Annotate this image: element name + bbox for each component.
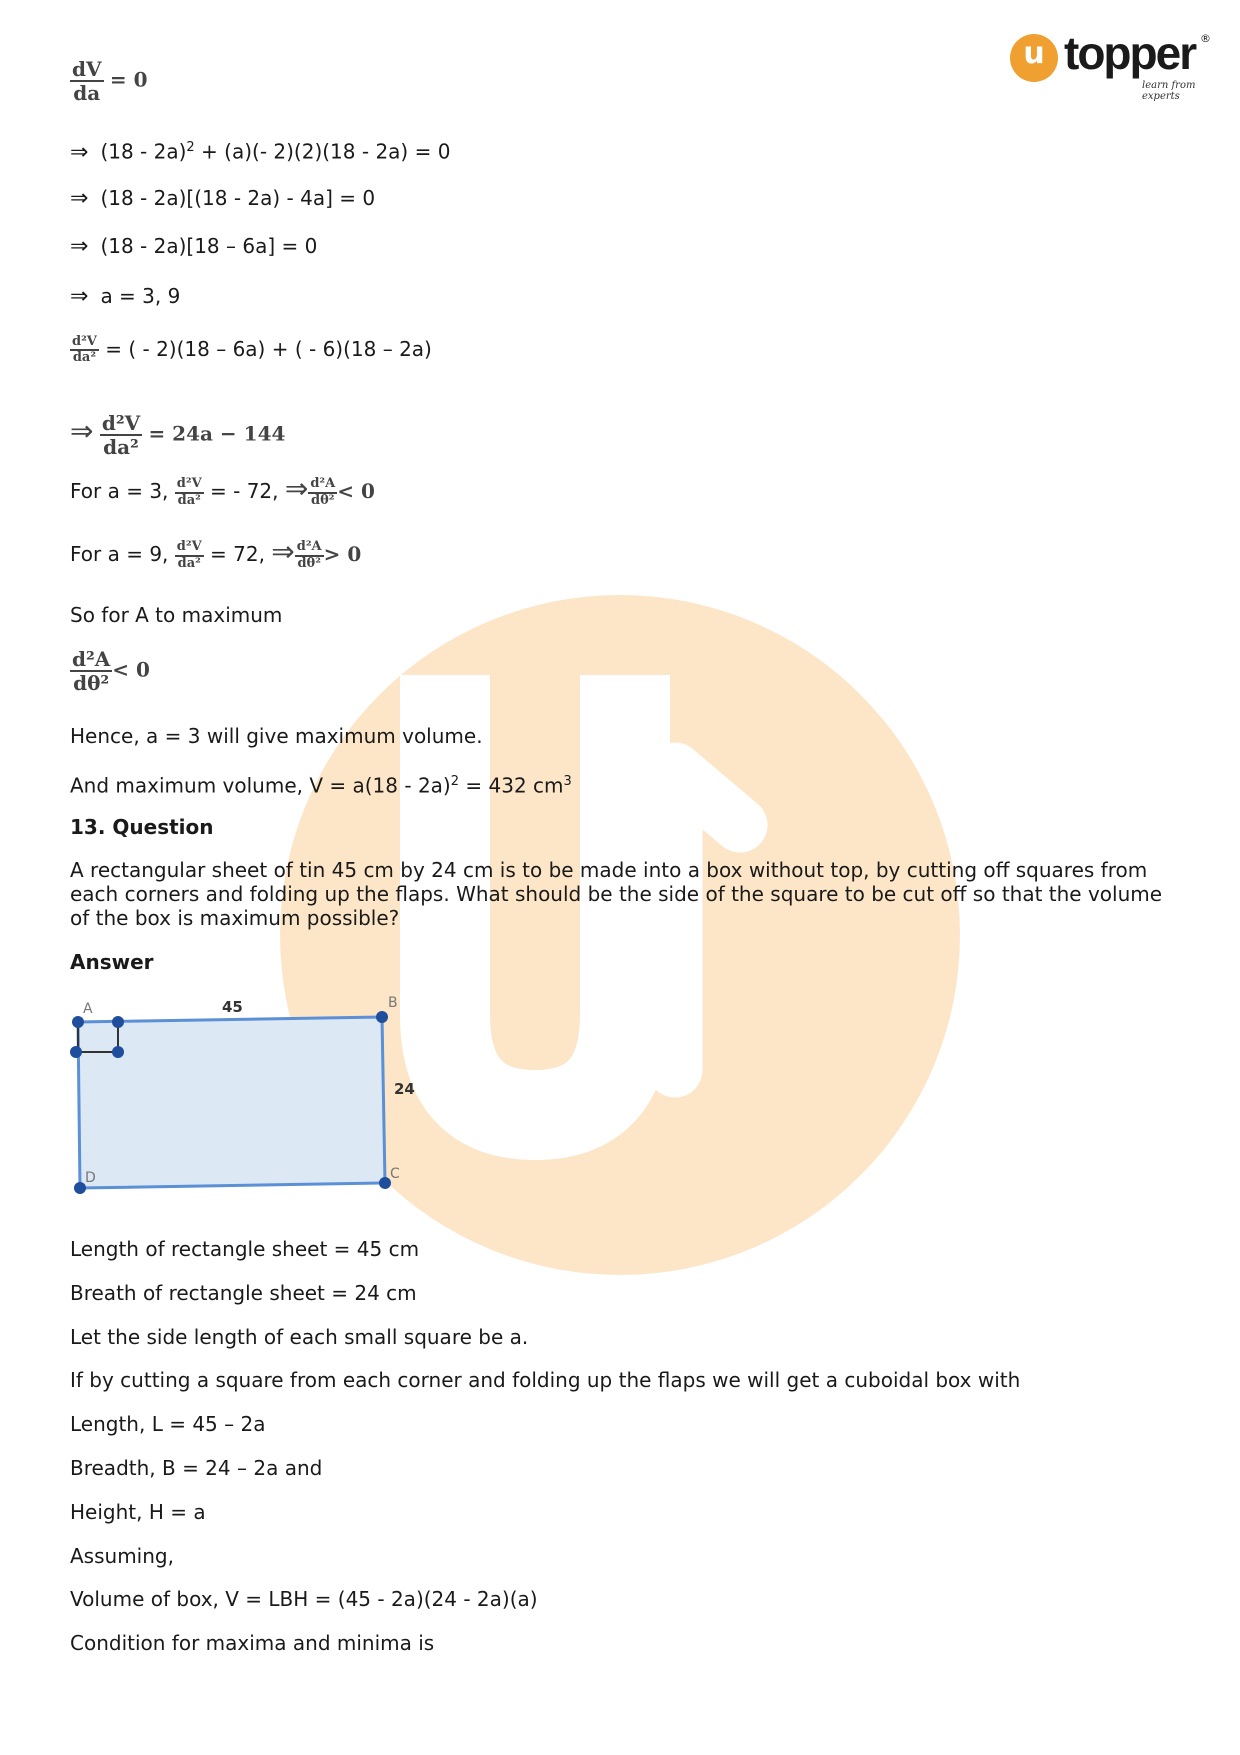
step-line-2: ⇒ (18 - 2a)[(18 - 2a) - 4a] = 0 bbox=[70, 186, 376, 211]
answer-line-10: Condition for maxima and minima is bbox=[70, 1631, 435, 1655]
brand-name: topper bbox=[1064, 27, 1196, 79]
step-line-1: ⇒ (18 - 2a)$^2$ + (a)(- 2)(2)(18 - 2a) = 0 bbox=[70, 139, 451, 165]
implies-icon: ⇒ bbox=[70, 284, 89, 309]
question-text: A rectangular sheet of tin 45 cm by 24 cm is to be made into a box without top, by cutting off squares from each corners and folding up the flaps. What should be the side of the square to be cut off so that the volume of the box is maximum possible? bbox=[70, 858, 1163, 930]
d2a-condition: $\frac{\text{d²A}}{\text{dθ²}}$ < 0 bbox=[72, 647, 150, 695]
implies-icon: ⇒ bbox=[70, 414, 94, 448]
max-volume-line: And maximum volume, V = a(18 - 2a)$^2$ = 432 $cm^3$ bbox=[70, 773, 572, 798]
rectangle-sheet-diagram bbox=[70, 995, 470, 1220]
label-right-breadth: 24 bbox=[394, 1080, 415, 1098]
step-line-4: ⇒ a = 3, 9 bbox=[70, 284, 181, 309]
answer-line-3: Let the side length of each small square be a. bbox=[70, 1325, 529, 1349]
brand-tagline: learn from experts bbox=[1142, 80, 1196, 102]
for-a-3-line: For a = 3, $\frac{\text{d²V}}{\text{da²}}$ = - 72, ⇒ $\frac{\text{d²A}}{\text{dθ²}}$ < 0 bbox=[70, 472, 375, 508]
hence-line: Hence, a = 3 will give maximum volume. bbox=[70, 724, 483, 748]
label-top-length: 45 bbox=[222, 998, 243, 1016]
point-square-corner bbox=[112, 1046, 124, 1058]
point-square-left bbox=[70, 1046, 82, 1058]
registered-mark: ® bbox=[1200, 32, 1211, 45]
label-b: B bbox=[388, 995, 398, 1011]
point-square-top bbox=[112, 1016, 124, 1028]
logo-letter: u bbox=[1023, 36, 1045, 71]
implies-icon: ⇒ bbox=[70, 186, 89, 211]
second-derivative-simplified: ⇒ $\frac{\text{d²V}}{\text{da²}}$ = 24a − 144 bbox=[70, 411, 286, 459]
sheet-rectangle bbox=[78, 1017, 385, 1188]
dv-da-line: $\frac{dV}{da}$ = 0 bbox=[72, 57, 148, 105]
question-title: 13. Question bbox=[70, 815, 214, 839]
label-a: A bbox=[83, 1001, 93, 1017]
dv-da-fraction: $\frac{dV}{da}$ bbox=[72, 57, 102, 105]
implies-icon: ⇒ bbox=[70, 234, 89, 259]
for-a-9-line: For a = 9, $\frac{\text{d²V}}{\text{da²}}$ = 72, ⇒ $\frac{\text{d²A}}{\text{dθ²}}$ > 0 bbox=[70, 535, 362, 571]
point-b bbox=[376, 1011, 388, 1023]
implies-icon: ⇒ bbox=[70, 139, 89, 165]
answer-label: Answer bbox=[70, 950, 154, 974]
d2v-fraction: $\frac{\text{d²V}}{\text{da²}}$ bbox=[101, 411, 141, 459]
answer-line-2: Breath of rectangle sheet = 24 cm bbox=[70, 1281, 417, 1305]
answer-line-6: Breadth, B = 24 – 2a and bbox=[70, 1456, 323, 1480]
step-line-3: ⇒ (18 - 2a)[18 – 6a] = 0 bbox=[70, 234, 318, 259]
answer-line-1: Length of rectangle sheet = 45 cm bbox=[70, 1237, 420, 1261]
point-a bbox=[72, 1016, 84, 1028]
label-c: C bbox=[390, 1166, 400, 1182]
label-d: D bbox=[85, 1170, 96, 1186]
answer-line-4: If by cutting a square from each corner and folding up the flaps we will get a cuboidal box with bbox=[70, 1368, 1021, 1392]
so-for-line: So for A to maximum bbox=[70, 603, 283, 627]
second-derivative-line: $\frac{\text{d²V}}{\text{da²}}$ = ( - 2)(18 – 6a) + ( - 6)(18 – 2a) bbox=[72, 334, 432, 366]
d2v-fraction: $\frac{\text{d²V}}{\text{da²}}$ bbox=[72, 334, 97, 366]
answer-line-8: Assuming, bbox=[70, 1544, 174, 1568]
answer-line-9: Volume of box, V = LBH = (45 - 2a)(24 - 2a)(a) bbox=[70, 1587, 538, 1611]
answer-line-5: Length, L = 45 – 2a bbox=[70, 1412, 266, 1436]
answer-line-7: Height, H = a bbox=[70, 1500, 206, 1524]
brand-logo bbox=[1010, 27, 1211, 102]
